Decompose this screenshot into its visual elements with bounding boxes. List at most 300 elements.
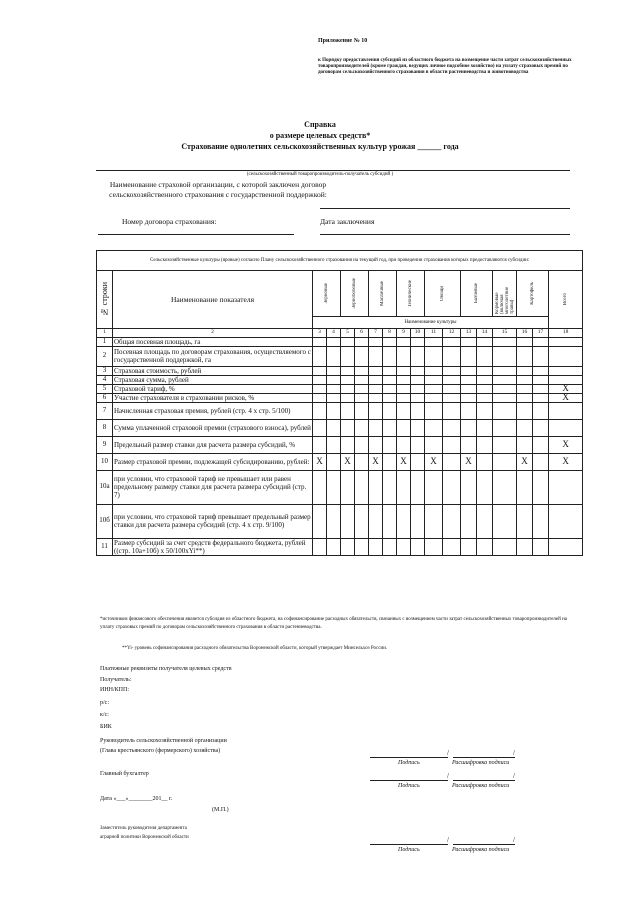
column-number: 12 xyxy=(443,329,461,338)
value-cell[interactable] xyxy=(355,419,369,436)
value-cell[interactable] xyxy=(493,470,517,504)
insurer-line xyxy=(320,208,570,209)
footnote-2: **Yi- уровень софинансирования расходного обязательства Воронежской области, который утверждает Минсельхоз России. xyxy=(122,646,388,651)
value-cell[interactable] xyxy=(327,366,341,375)
value-cell[interactable] xyxy=(517,346,533,366)
row-number: 11 xyxy=(97,538,113,555)
value-cell[interactable] xyxy=(493,419,517,436)
value-cell[interactable] xyxy=(461,384,477,393)
value-cell[interactable] xyxy=(313,346,327,366)
value-cell[interactable] xyxy=(397,436,411,453)
sig-caption: Подпись xyxy=(398,847,420,853)
value-cell[interactable] xyxy=(355,436,369,453)
value-cell[interactable] xyxy=(341,470,355,504)
value-cell[interactable] xyxy=(383,366,397,375)
value-cell[interactable] xyxy=(397,470,411,504)
value-cell[interactable] xyxy=(425,366,443,375)
column-number: 4 xyxy=(327,329,341,338)
value-cell[interactable] xyxy=(477,384,493,393)
value-cell[interactable] xyxy=(517,504,533,538)
value-cell[interactable] xyxy=(369,366,383,375)
value-cell[interactable] xyxy=(477,419,493,436)
row-indicator-name: Начисленная страховая премия, рублей (стр. 4 х стр. 5/100) xyxy=(113,402,313,419)
value-cell[interactable] xyxy=(425,375,443,384)
value-cell[interactable] xyxy=(383,436,397,453)
value-cell[interactable] xyxy=(493,402,517,419)
value-cell[interactable] xyxy=(397,402,411,419)
value-cell[interactable] xyxy=(493,393,517,402)
value-cell[interactable] xyxy=(411,346,425,366)
accountant-label: Главный бухгалтер xyxy=(100,771,149,777)
value-cell[interactable] xyxy=(341,337,355,346)
value-cell[interactable] xyxy=(533,337,549,346)
value-cell[interactable] xyxy=(355,402,369,419)
value-cell[interactable] xyxy=(341,393,355,402)
value-cell[interactable] xyxy=(313,436,327,453)
value-cell[interactable] xyxy=(493,366,517,375)
value-cell[interactable] xyxy=(355,393,369,402)
value-cell[interactable] xyxy=(411,393,425,402)
value-cell[interactable] xyxy=(477,366,493,375)
value-cell[interactable] xyxy=(355,538,369,555)
value-cell[interactable] xyxy=(493,504,517,538)
value-cell[interactable] xyxy=(327,470,341,504)
value-cell[interactable] xyxy=(383,337,397,346)
value-cell[interactable] xyxy=(549,504,583,538)
value-cell[interactable] xyxy=(313,470,327,504)
row-indicator-name: Страховой тариф, % xyxy=(113,384,313,393)
value-cell[interactable] xyxy=(477,375,493,384)
value-cell[interactable] xyxy=(341,384,355,393)
value-cell[interactable] xyxy=(341,346,355,366)
value-cell[interactable] xyxy=(533,419,549,436)
row-number: 4 xyxy=(97,375,113,384)
value-cell[interactable] xyxy=(355,346,369,366)
value-cell[interactable] xyxy=(461,346,477,366)
value-cell[interactable] xyxy=(327,337,341,346)
value-cell[interactable] xyxy=(327,504,341,538)
value-cell[interactable] xyxy=(383,419,397,436)
column-number: 17 xyxy=(533,329,549,338)
value-cell[interactable] xyxy=(425,337,443,346)
stamp-label: (М.П.) xyxy=(212,807,229,813)
payment-title: Платежные реквизиты получателя целевых средств xyxy=(100,666,232,672)
value-cell[interactable] xyxy=(549,538,583,555)
value-cell[interactable] xyxy=(549,470,583,504)
value-cell[interactable] xyxy=(369,346,383,366)
head-label-1: Руководитель сельскохозяйственной организации xyxy=(100,738,227,744)
value-cell[interactable] xyxy=(425,419,443,436)
payment-rs: р/с: xyxy=(100,700,109,706)
value-cell[interactable] xyxy=(327,375,341,384)
column-number: 6 xyxy=(355,329,369,338)
value-cell[interactable] xyxy=(397,419,411,436)
column-numbers-row xyxy=(97,329,583,338)
value-cell[interactable] xyxy=(327,436,341,453)
value-cell[interactable] xyxy=(533,436,549,453)
column-number: 14 xyxy=(477,329,493,338)
value-cell[interactable] xyxy=(549,419,583,436)
payment-bik: БИК xyxy=(100,724,112,730)
crop-header: Кормовые (включая многолетние травы) xyxy=(493,271,517,317)
value-cell[interactable] xyxy=(425,504,443,538)
value-cell[interactable] xyxy=(355,375,369,384)
value-cell[interactable] xyxy=(461,470,477,504)
value-cell[interactable] xyxy=(533,538,549,555)
value-cell[interactable] xyxy=(443,375,461,384)
value-cell[interactable] xyxy=(461,402,477,419)
value-cell[interactable] xyxy=(443,470,461,504)
row-no-header: № строки xyxy=(97,271,113,329)
value-cell[interactable] xyxy=(397,538,411,555)
deputy-decoding-line xyxy=(453,844,515,845)
crop-header: Масличные xyxy=(369,271,397,317)
head-label-2: (Глава крестьянского (фермерского) хозяйства) xyxy=(100,748,221,754)
value-cell[interactable] xyxy=(549,366,583,375)
value-cell[interactable] xyxy=(477,470,493,504)
value-cell[interactable] xyxy=(443,337,461,346)
value-cell[interactable] xyxy=(477,346,493,366)
table-row xyxy=(97,453,583,470)
value-cell[interactable] xyxy=(461,504,477,538)
deputy-label-1: Заместитель руководителя департамента xyxy=(100,826,187,831)
value-cell[interactable] xyxy=(533,384,549,393)
value-cell[interactable] xyxy=(549,375,583,384)
value-cell[interactable] xyxy=(313,366,327,375)
value-cell[interactable] xyxy=(397,337,411,346)
value-cell[interactable] xyxy=(533,346,549,366)
column-number: 3 xyxy=(313,329,327,338)
value-cell[interactable] xyxy=(341,538,355,555)
value-cell[interactable] xyxy=(397,504,411,538)
value-cell[interactable] xyxy=(369,402,383,419)
table-row xyxy=(97,366,583,375)
column-number: 13 xyxy=(461,329,477,338)
row-indicator-name: Страховая сумма, рублей xyxy=(113,375,313,384)
value-cell[interactable] xyxy=(397,393,411,402)
value-cell[interactable]: X xyxy=(549,384,583,393)
value-cell[interactable] xyxy=(411,337,425,346)
value-cell[interactable] xyxy=(443,384,461,393)
value-cell[interactable] xyxy=(355,337,369,346)
head-decoding-line xyxy=(453,757,515,758)
value-cell[interactable] xyxy=(517,436,533,453)
value-cell[interactable] xyxy=(341,504,355,538)
value-cell[interactable] xyxy=(383,375,397,384)
value-cell[interactable] xyxy=(411,453,425,470)
row-number: 10 xyxy=(97,453,113,470)
value-cell[interactable] xyxy=(383,504,397,538)
accountant-decoding-line xyxy=(453,780,515,781)
value-cell[interactable]: X xyxy=(313,453,327,470)
value-cell[interactable] xyxy=(327,393,341,402)
value-cell[interactable] xyxy=(425,538,443,555)
slash: / xyxy=(447,836,449,844)
table-top-header: Сельскохозяйственные культуры (яровые) согласно Плану сельскохозяйственного страхования на текущий год, при проведении страхования которых предоставляются субсидии: xyxy=(97,251,583,271)
value-cell[interactable] xyxy=(477,402,493,419)
value-cell[interactable] xyxy=(383,402,397,419)
crop-header: Овощи xyxy=(425,271,461,317)
value-cell[interactable] xyxy=(383,538,397,555)
value-cell[interactable] xyxy=(517,366,533,375)
value-cell[interactable] xyxy=(397,346,411,366)
value-cell[interactable] xyxy=(411,419,425,436)
value-cell[interactable] xyxy=(443,346,461,366)
value-cell[interactable] xyxy=(341,366,355,375)
value-cell[interactable] xyxy=(493,375,517,384)
value-cell[interactable] xyxy=(313,402,327,419)
value-cell[interactable]: X xyxy=(461,453,477,470)
value-cell[interactable] xyxy=(461,436,477,453)
value-cell[interactable] xyxy=(369,470,383,504)
value-cell[interactable] xyxy=(341,436,355,453)
row-number: 7 xyxy=(97,402,113,419)
table-row xyxy=(97,384,583,393)
recipient-caption: (сельскохозяйственный товаропроизводитель-получатель субсидий ) xyxy=(246,172,394,177)
value-cell[interactable] xyxy=(383,453,397,470)
slash: / xyxy=(447,749,449,757)
value-cell[interactable] xyxy=(397,375,411,384)
column-number: 7 xyxy=(369,329,383,338)
row-number: 2 xyxy=(97,346,113,366)
value-cell[interactable] xyxy=(461,393,477,402)
table-row xyxy=(97,504,583,538)
title-line2: о размере целевых средств* xyxy=(269,131,371,140)
accountant-signature-line xyxy=(370,780,448,781)
value-cell[interactable] xyxy=(411,504,425,538)
value-cell[interactable] xyxy=(443,366,461,375)
value-cell[interactable] xyxy=(517,419,533,436)
table-row xyxy=(97,436,583,453)
column-number: 11 xyxy=(425,329,443,338)
value-cell[interactable]: X xyxy=(549,453,583,470)
value-cell[interactable] xyxy=(549,402,583,419)
value-cell[interactable] xyxy=(493,436,517,453)
value-cell[interactable] xyxy=(355,470,369,504)
value-cell[interactable] xyxy=(517,375,533,384)
value-cell[interactable] xyxy=(517,393,533,402)
table-row xyxy=(97,346,583,366)
value-cell[interactable] xyxy=(411,375,425,384)
row-number: 5 xyxy=(97,384,113,393)
row-indicator-name: Сумма уплаченной страховой премии (страхового взноса), рублей xyxy=(113,419,313,436)
crop-header: Технические xyxy=(397,271,425,317)
value-cell[interactable] xyxy=(533,504,549,538)
value-cell[interactable] xyxy=(425,436,443,453)
value-cell[interactable] xyxy=(411,384,425,393)
value-cell[interactable] xyxy=(369,419,383,436)
value-cell[interactable] xyxy=(461,419,477,436)
column-number: 8 xyxy=(383,329,397,338)
value-cell[interactable] xyxy=(369,538,383,555)
value-cell[interactable] xyxy=(443,436,461,453)
value-cell[interactable] xyxy=(355,453,369,470)
value-cell[interactable] xyxy=(383,346,397,366)
value-cell[interactable] xyxy=(313,393,327,402)
crop-header: Бахчевые xyxy=(461,271,493,317)
value-cell[interactable] xyxy=(477,538,493,555)
value-cell[interactable] xyxy=(533,402,549,419)
value-cell[interactable] xyxy=(443,402,461,419)
row-indicator-name: Размер субсидий за счет средств федерального бюджета, рублей ((стр. 10а+10б) х 50/100хYi**) xyxy=(113,538,313,555)
table-row xyxy=(97,375,583,384)
value-cell[interactable] xyxy=(313,375,327,384)
value-cell[interactable] xyxy=(443,453,461,470)
value-cell[interactable] xyxy=(493,346,517,366)
value-cell[interactable] xyxy=(477,504,493,538)
value-cell[interactable]: X xyxy=(425,453,443,470)
crop-header: Зернобобовые xyxy=(341,271,369,317)
column-number: 18 xyxy=(549,329,583,338)
value-cell[interactable] xyxy=(443,419,461,436)
value-cell[interactable] xyxy=(369,337,383,346)
footnote-1: *источником финансового обеспечения является субсидия из областного бюджета, на софинансирование расходных обязательств, связанных с возмещением части затрат сельскохозяйственных товаропроизводителей на уплату страховых премий по договорам сельскохозяйственного страхования в области растениеводства. xyxy=(100,617,567,630)
value-cell[interactable] xyxy=(493,337,517,346)
value-cell[interactable] xyxy=(477,436,493,453)
value-cell[interactable] xyxy=(341,419,355,436)
value-cell[interactable] xyxy=(533,453,549,470)
value-cell[interactable] xyxy=(327,453,341,470)
value-cell[interactable]: X xyxy=(369,453,383,470)
payment-recipient: Получатель: xyxy=(100,677,132,683)
value-cell[interactable] xyxy=(517,402,533,419)
value-cell[interactable]: X xyxy=(397,453,411,470)
value-cell[interactable] xyxy=(397,384,411,393)
head-signature-line xyxy=(370,757,448,758)
decoding-caption: Расшифровка подписи xyxy=(452,760,510,766)
value-cell[interactable] xyxy=(327,402,341,419)
sig-caption: Подпись xyxy=(398,783,420,789)
value-cell[interactable] xyxy=(383,384,397,393)
value-cell[interactable] xyxy=(461,538,477,555)
value-cell[interactable] xyxy=(443,504,461,538)
value-cell[interactable] xyxy=(313,504,327,538)
value-cell[interactable] xyxy=(461,337,477,346)
crop-header: Зерновые xyxy=(313,271,341,317)
row-number: 3 xyxy=(97,366,113,375)
value-cell[interactable] xyxy=(369,436,383,453)
value-cell[interactable] xyxy=(313,337,327,346)
value-cell[interactable] xyxy=(411,436,425,453)
value-cell[interactable]: X xyxy=(549,436,583,453)
value-cell[interactable] xyxy=(443,538,461,555)
row-number: 9 xyxy=(97,436,113,453)
value-cell[interactable]: X xyxy=(341,453,355,470)
crop-header: Всего xyxy=(549,271,583,329)
value-cell[interactable] xyxy=(477,453,493,470)
row-number: 8 xyxy=(97,419,113,436)
crop-header: Картофель xyxy=(517,271,549,317)
value-cell[interactable] xyxy=(549,337,583,346)
value-cell[interactable] xyxy=(425,346,443,366)
value-cell[interactable] xyxy=(533,375,549,384)
value-cell[interactable]: X xyxy=(517,453,533,470)
value-cell[interactable] xyxy=(313,538,327,555)
row-number: 1 xyxy=(97,337,113,346)
row-indicator-name: Общая посевная площадь, га xyxy=(113,337,313,346)
value-cell[interactable] xyxy=(383,393,397,402)
value-cell[interactable] xyxy=(411,538,425,555)
value-cell[interactable] xyxy=(369,384,383,393)
title-line1: Справка xyxy=(304,120,336,129)
appendix-number: Приложение № 10 xyxy=(318,38,368,44)
value-cell[interactable] xyxy=(477,337,493,346)
value-cell[interactable] xyxy=(313,419,327,436)
value-cell[interactable] xyxy=(425,393,443,402)
value-cell[interactable] xyxy=(493,384,517,393)
value-cell[interactable] xyxy=(313,384,327,393)
value-cell[interactable] xyxy=(341,375,355,384)
value-cell[interactable] xyxy=(411,366,425,375)
value-cell[interactable] xyxy=(493,453,517,470)
table-row xyxy=(97,538,583,555)
value-cell[interactable] xyxy=(383,470,397,504)
value-cell[interactable] xyxy=(355,366,369,375)
value-cell[interactable] xyxy=(341,402,355,419)
indicator-header: Наименование показателя xyxy=(113,271,313,329)
value-cell[interactable] xyxy=(517,384,533,393)
value-cell[interactable] xyxy=(533,366,549,375)
table-row xyxy=(97,419,583,436)
slash: / xyxy=(447,772,449,780)
column-number: 9 xyxy=(397,329,411,338)
value-cell[interactable] xyxy=(425,470,443,504)
row-indicator-name: при условии, что страховой тариф превышает предельный размер ставки для расчета размера субсидий (стр. 4 х стр. 9/100) xyxy=(113,504,313,538)
value-cell[interactable] xyxy=(369,375,383,384)
value-cell[interactable] xyxy=(493,538,517,555)
column-number: 15 xyxy=(493,329,517,338)
value-cell[interactable] xyxy=(549,346,583,366)
value-cell[interactable] xyxy=(533,470,549,504)
value-cell[interactable] xyxy=(327,419,341,436)
decoding-caption: Расшифровка подписи xyxy=(452,847,510,853)
value-cell[interactable] xyxy=(327,384,341,393)
value-cell[interactable] xyxy=(411,402,425,419)
value-cell[interactable] xyxy=(327,346,341,366)
value-cell[interactable] xyxy=(355,504,369,538)
value-cell[interactable] xyxy=(443,393,461,402)
contract-number-line xyxy=(98,234,294,235)
value-cell[interactable] xyxy=(369,393,383,402)
value-cell[interactable] xyxy=(517,470,533,504)
column-number: 2 xyxy=(113,329,313,338)
value-cell[interactable] xyxy=(533,393,549,402)
row-indicator-name: Размер страховой премии, подлежащей субсидированию, рублей: xyxy=(113,453,313,470)
row-indicator-name: Посевная площадь по договорам страхования, осуществляемого с государственной поддержкой, га xyxy=(114,348,311,364)
payment-ks: к/с: xyxy=(100,712,109,718)
value-cell[interactable] xyxy=(461,366,477,375)
date-line: Дата «___»________201__ г. xyxy=(100,796,173,802)
value-cell[interactable] xyxy=(517,538,533,555)
value-cell[interactable]: X xyxy=(549,393,583,402)
decoding-caption: Расшифровка подписи xyxy=(452,783,510,789)
value-cell[interactable] xyxy=(461,375,477,384)
value-cell[interactable] xyxy=(411,470,425,504)
value-cell[interactable] xyxy=(369,504,383,538)
value-cell[interactable] xyxy=(425,402,443,419)
value-cell[interactable] xyxy=(517,337,533,346)
slash: / xyxy=(513,836,515,844)
column-number: 1 xyxy=(97,329,113,338)
value-cell[interactable] xyxy=(327,538,341,555)
row-indicator-name: Участие страхователя в страховании рисков, % xyxy=(113,393,313,402)
slash: / xyxy=(513,772,515,780)
value-cell[interactable] xyxy=(477,393,493,402)
value-cell[interactable] xyxy=(397,366,411,375)
column-number: 16 xyxy=(517,329,533,338)
value-cell[interactable] xyxy=(355,384,369,393)
value-cell[interactable] xyxy=(425,384,443,393)
